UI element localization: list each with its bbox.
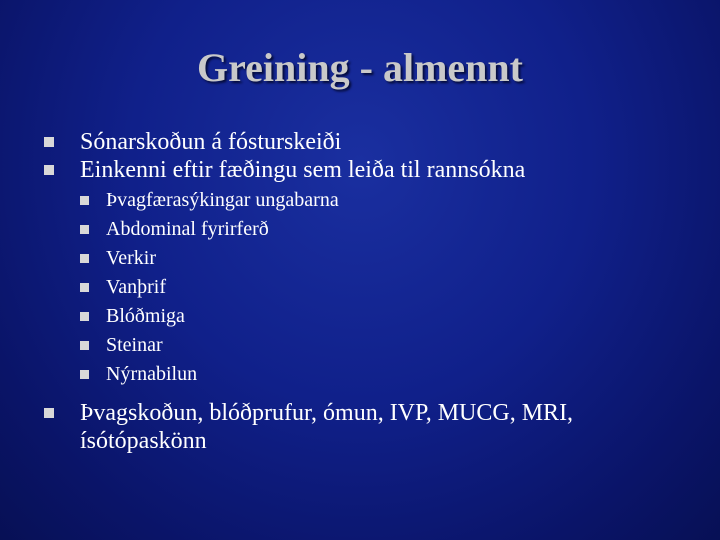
sub-bullet-text: Blóðmiga: [106, 305, 185, 327]
sub-bullet-text: Vanþrif: [106, 276, 166, 298]
sub-bullet-list: [40, 186, 680, 389]
sub-bullet-text: Nýrnabilun: [106, 363, 198, 385]
square-bullet-icon: [80, 225, 89, 234]
square-bullet-icon: [80, 254, 89, 263]
bullet-text: Þvagskoðun, blóðprufur, ómun, IVP, MUCG, MRI, ísótópaskönn: [80, 400, 574, 454]
bullet-text: Sónarskoðun á fósturskeiði: [80, 129, 342, 155]
square-bullet-icon: [80, 283, 89, 292]
sub-bullet-item: [40, 244, 680, 273]
square-bullet-icon: [80, 196, 89, 205]
sub-bullet-text: Steinar: [106, 334, 163, 356]
square-bullet-icon: [80, 341, 89, 350]
square-bullet-icon: [44, 408, 54, 418]
bullet-text: Einkenni eftir fæðingu sem leiða til rannsókna: [80, 157, 526, 183]
bullet-item: [40, 156, 680, 184]
bullet-item: [40, 399, 680, 455]
slide-title: Greining - almennt: [197, 45, 523, 90]
square-bullet-icon: [44, 165, 54, 175]
sub-bullet-item: [40, 215, 680, 244]
bullet-item: [40, 128, 680, 156]
square-bullet-icon: [80, 312, 89, 321]
square-bullet-icon: [80, 370, 89, 379]
sub-bullet-item: [40, 331, 680, 360]
sub-bullet-text: Verkir: [106, 247, 156, 269]
sub-bullet-text: Þvagfærasýkingar ungabarna: [106, 189, 339, 211]
sub-bullet-item: [40, 186, 680, 215]
square-bullet-icon: [44, 137, 54, 147]
sub-bullet-item: [40, 360, 680, 389]
slide-body: [40, 128, 680, 455]
sub-bullet-item: [40, 273, 680, 302]
sub-bullet-item: [40, 302, 680, 331]
sub-bullet-text: Abdominal fyrirferð: [106, 218, 269, 240]
